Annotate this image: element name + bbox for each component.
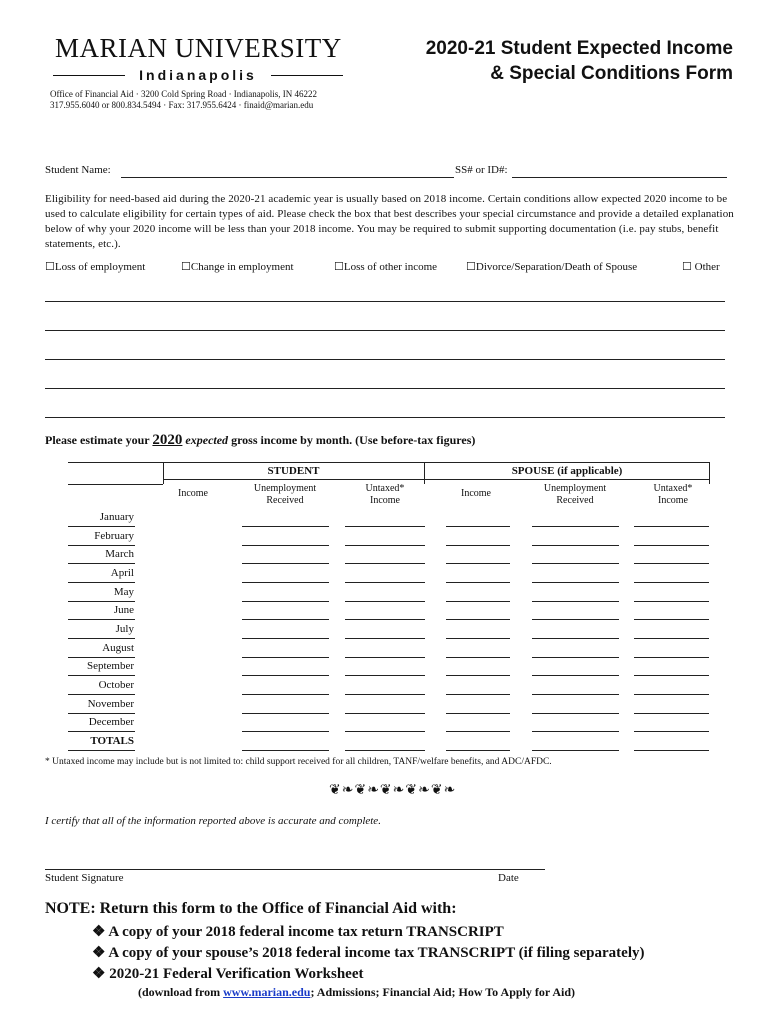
checkbox-icon: ☐: [466, 261, 476, 273]
income-entry-line[interactable]: [634, 713, 709, 714]
total-entry-line[interactable]: [446, 750, 510, 751]
checkbox-icon: ☐: [334, 261, 344, 273]
note-item: [92, 943, 645, 962]
income-entry-line[interactable]: [242, 582, 329, 583]
income-entry-line[interactable]: [242, 675, 329, 676]
student-header: STUDENT: [267, 465, 320, 477]
income-entry-line[interactable]: [532, 657, 619, 658]
checkbox-label: Loss of employment: [54, 261, 146, 273]
totals-label: TOTALS: [90, 734, 134, 747]
office-contact: 317.955.6040 or 800.834.5494 · Fax: 317.955.6424 · finaid@marian.edu: [50, 100, 314, 110]
income-entry-line[interactable]: [634, 582, 709, 583]
month-label: July: [115, 622, 134, 635]
download-instructions: [138, 985, 575, 1000]
month-label: August: [102, 641, 134, 654]
month-label: September: [86, 660, 134, 673]
date-label: Date: [498, 872, 519, 884]
note-item-text: 2020-21 Federal Verification Worksheet: [109, 966, 364, 982]
signature-line[interactable]: [45, 869, 545, 870]
income-entry-line[interactable]: [345, 601, 425, 602]
income-entry-line[interactable]: [345, 731, 425, 732]
income-entry-line[interactable]: [532, 694, 619, 695]
month-rule: [68, 582, 135, 583]
certification-statement: I certify that all of the information reported above is accurate and complete.: [45, 815, 381, 827]
logo-city: Indianapolis: [139, 67, 257, 83]
col-spouse-unemployment: Unemployment Received: [543, 483, 607, 506]
income-entry-line[interactable]: [634, 638, 709, 639]
estimate-year: 2020: [152, 432, 183, 448]
income-entry-line[interactable]: [634, 563, 709, 564]
col-student-income: Income: [178, 488, 208, 499]
income-entry-line[interactable]: [446, 526, 510, 527]
income-entry-line[interactable]: [446, 619, 510, 620]
income-entry-line[interactable]: [242, 638, 329, 639]
income-entry-line[interactable]: [532, 601, 619, 602]
checkbox-icon: ☐: [181, 261, 191, 273]
spouse-header: SPOUSE (if applicable): [511, 465, 623, 477]
col-student-unemployment: Unemployment Received: [253, 483, 317, 506]
month-label: January: [99, 511, 134, 523]
university-logo: MARIAN UNIVERSITY: [55, 33, 342, 63]
eligibility-paragraph: Eligibility for need-based aid during the 2020-21 academic year is usually based on 2018 income. Certain conditions allow expected 2020 income to be used to calculate eligibility for certain types of aid. Please check the box that best describes your special circumstance and provide a detailed explanation below of why your 2020 income will be less than your 2018 income. You may be required to submit supporting documentation (i.e. pay stubs, benefit statements, etc.).: [45, 193, 734, 250]
income-entry-line[interactable]: [532, 545, 619, 546]
col-spouse-income: Income: [461, 488, 491, 499]
month-rule: [68, 619, 135, 620]
checkbox-icon: ☐: [45, 261, 55, 273]
income-entry-line[interactable]: [634, 731, 709, 732]
income-entry-line[interactable]: [446, 563, 510, 564]
income-entry-line[interactable]: [532, 731, 619, 732]
download-suffix: ; Admissions; Financial Aid; How To Apply for Aid): [310, 985, 575, 999]
checkbox-label: Loss of other income: [343, 261, 438, 273]
note-item-text: A copy of your spouse’s 2018 federal income tax TRANSCRIPT (if filing separately): [108, 945, 645, 961]
signature-label: Student Signature: [45, 872, 124, 884]
income-entry-line[interactable]: [532, 619, 619, 620]
note-heading: NOTE: Return this form to the Office of Financial Aid with:: [45, 900, 457, 917]
income-entry-line[interactable]: [446, 601, 510, 602]
income-entry-line[interactable]: [446, 675, 510, 676]
checkbox-label: Divorce/Separation/Death of Spouse: [475, 261, 638, 273]
month-label: June: [113, 604, 134, 617]
income-entry-line[interactable]: [242, 657, 329, 658]
income-entry-line[interactable]: [446, 657, 510, 658]
col-student-untaxed: Untaxed* Income: [365, 483, 405, 506]
income-entry-line[interactable]: [345, 526, 425, 527]
estimate-expected: expected: [182, 433, 229, 447]
income-entry-line[interactable]: [634, 545, 709, 546]
income-entry-line[interactable]: [345, 638, 425, 639]
month-rule: [68, 526, 135, 527]
income-entry-line[interactable]: [446, 582, 510, 583]
month-rule: [68, 657, 135, 658]
income-entry-line[interactable]: [634, 619, 709, 620]
income-entry-line[interactable]: [345, 694, 425, 695]
month-rule: [68, 563, 135, 564]
total-entry-line[interactable]: [345, 750, 425, 751]
month-label: December: [88, 716, 134, 729]
month-label: May: [113, 585, 134, 598]
diamond-bullet-icon: ❖: [92, 924, 106, 940]
month-rule: [68, 601, 135, 602]
month-label: February: [94, 529, 134, 542]
month-rule: [68, 545, 135, 546]
income-entry-line[interactable]: [345, 545, 425, 546]
income-entry-line[interactable]: [634, 675, 709, 676]
income-entry-line[interactable]: [242, 563, 329, 564]
income-entry-line[interactable]: [532, 582, 619, 583]
income-entry-line[interactable]: [242, 731, 329, 732]
income-entry-line[interactable]: [532, 675, 619, 676]
income-entry-line[interactable]: [345, 713, 425, 714]
income-entry-line[interactable]: [242, 713, 329, 714]
note-item: [92, 964, 363, 983]
ornament-divider: ❦❧❦❧❦❧❦❧❦❧: [329, 783, 457, 798]
income-entry-line[interactable]: [446, 713, 510, 714]
income-entry-line[interactable]: [446, 545, 510, 546]
website-link[interactable]: www.marian.edu: [223, 985, 311, 999]
income-entry-line[interactable]: [446, 638, 510, 639]
income-entry-line[interactable]: [242, 526, 329, 527]
diamond-bullet-icon: ❖: [92, 966, 106, 982]
income-entry-line[interactable]: [242, 619, 329, 620]
month-rule: [68, 638, 135, 639]
month-rule: [68, 694, 135, 695]
income-entry-line[interactable]: [532, 526, 619, 527]
download-prefix: (download from: [138, 985, 224, 999]
checkbox-label: Other: [694, 261, 720, 273]
income-entry-line[interactable]: [532, 638, 619, 639]
month-rule: [68, 750, 135, 751]
col-spouse-untaxed: Untaxed* Income: [653, 483, 693, 506]
student-name-label: Student Name:: [45, 164, 111, 176]
month-rule: [68, 731, 135, 732]
month-label: October: [98, 678, 134, 691]
income-entry-line[interactable]: [446, 731, 510, 732]
form-title-line1: 2020-21 Student Expected Income: [425, 38, 733, 59]
checkbox-label: Change in employment: [190, 261, 294, 273]
income-entry-line[interactable]: [345, 563, 425, 564]
income-entry-line[interactable]: [532, 713, 619, 714]
income-entry-line[interactable]: [634, 694, 709, 695]
form-title-line2: & Special Conditions Form: [490, 63, 733, 84]
total-entry-line[interactable]: [532, 750, 619, 751]
income-entry-line[interactable]: [345, 675, 425, 676]
month-label: March: [105, 548, 134, 561]
checkbox-icon: ☐: [682, 261, 692, 273]
income-entry-line[interactable]: [634, 601, 709, 602]
total-entry-line[interactable]: [242, 750, 329, 751]
income-entry-line[interactable]: [242, 545, 329, 546]
month-rule: [68, 713, 135, 714]
note-item: [92, 922, 504, 941]
income-entry-line[interactable]: [345, 619, 425, 620]
untaxed-footnote: * Untaxed income may include but is not limited to: child support received for all children, TANF/welfare benefits, and ADC/AFDC.: [45, 757, 552, 767]
month-rule: [68, 675, 135, 676]
income-entry-line[interactable]: [532, 563, 619, 564]
office-address: Office of Financial Aid · 3200 Cold Spring Road · Indianapolis, IN 46222: [50, 89, 318, 99]
total-entry-line[interactable]: [634, 750, 709, 751]
month-label: April: [110, 566, 134, 579]
income-entry-line[interactable]: [634, 526, 709, 527]
diamond-bullet-icon: ❖: [92, 945, 106, 961]
income-entry-line[interactable]: [242, 601, 329, 602]
student-id-label: SS# or ID#:: [455, 164, 508, 176]
income-entry-line[interactable]: [634, 657, 709, 658]
income-entry-line[interactable]: [345, 582, 425, 583]
month-label: November: [87, 697, 134, 710]
estimate-prefix: Please estimate your: [45, 433, 153, 447]
note-item-text: A copy of your 2018 federal income tax return TRANSCRIPT: [108, 924, 504, 940]
income-entry-line[interactable]: [345, 657, 425, 658]
estimate-suffix: gross income by month. (Use before-tax figures): [228, 433, 476, 447]
income-entry-line[interactable]: [242, 694, 329, 695]
income-entry-line[interactable]: [446, 694, 510, 695]
